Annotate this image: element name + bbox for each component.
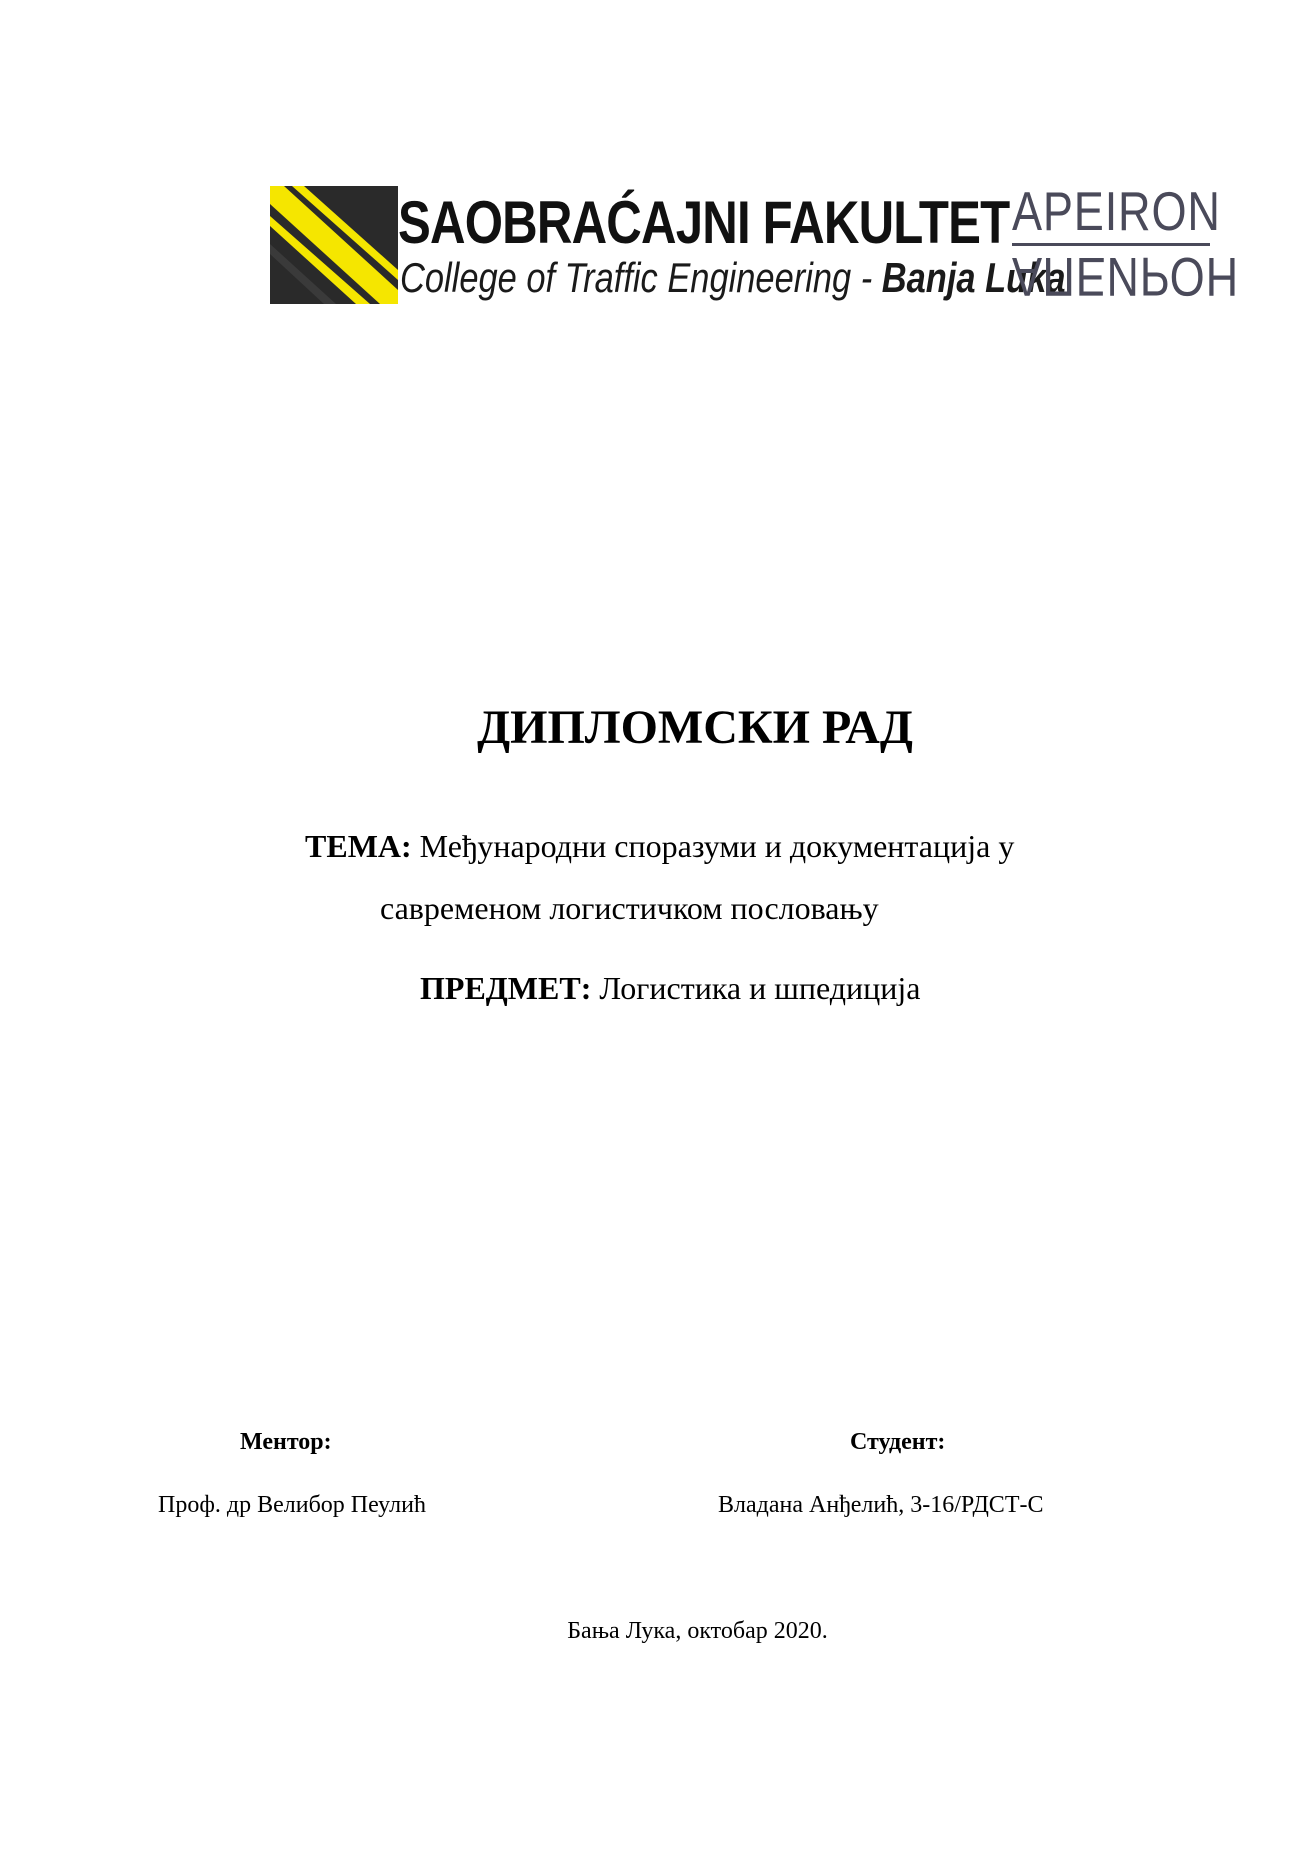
subject-label: ПРЕДМЕТ: [420, 970, 592, 1006]
college-city: Banja Luka [881, 254, 1066, 301]
apeiron-logo [1012, 180, 1239, 310]
place-and-date: Бања Лука, октобар 2020. [567, 1618, 828, 1644]
college-name-text: College of Traffic Engineering - [400, 254, 882, 301]
apeiron-wordmark-mirror: АПЕИРОН [1012, 246, 1239, 308]
road-logo-icon [270, 186, 398, 304]
apeiron-wordmark: APEIRON [1012, 180, 1221, 242]
thesis-type-title: ДИПЛОМСКИ РАД [477, 701, 913, 754]
topic-text-1: Међународни споразуми и документација у [411, 828, 1015, 864]
student-label: Студент: [850, 1429, 946, 1455]
faculty-logo [270, 180, 1239, 315]
subject-line [420, 968, 921, 1008]
student-name: Владана Анђелић, 3-16/РДСТ-С [718, 1492, 1044, 1518]
college-name [400, 253, 1066, 303]
mentor-label: Ментор: [240, 1429, 332, 1455]
subject-value: Логистика и шпедиција [591, 970, 921, 1006]
topic-line-1 [305, 826, 1014, 866]
faculty-name: SAOBRAĆAJNI FAKULTET [398, 189, 1010, 256]
mentor-name: Проф. др Велибор Пеулић [158, 1492, 426, 1518]
topic-line-2: савременом логистичком пословању [380, 890, 879, 926]
topic-label: ТЕМА: [305, 828, 412, 864]
